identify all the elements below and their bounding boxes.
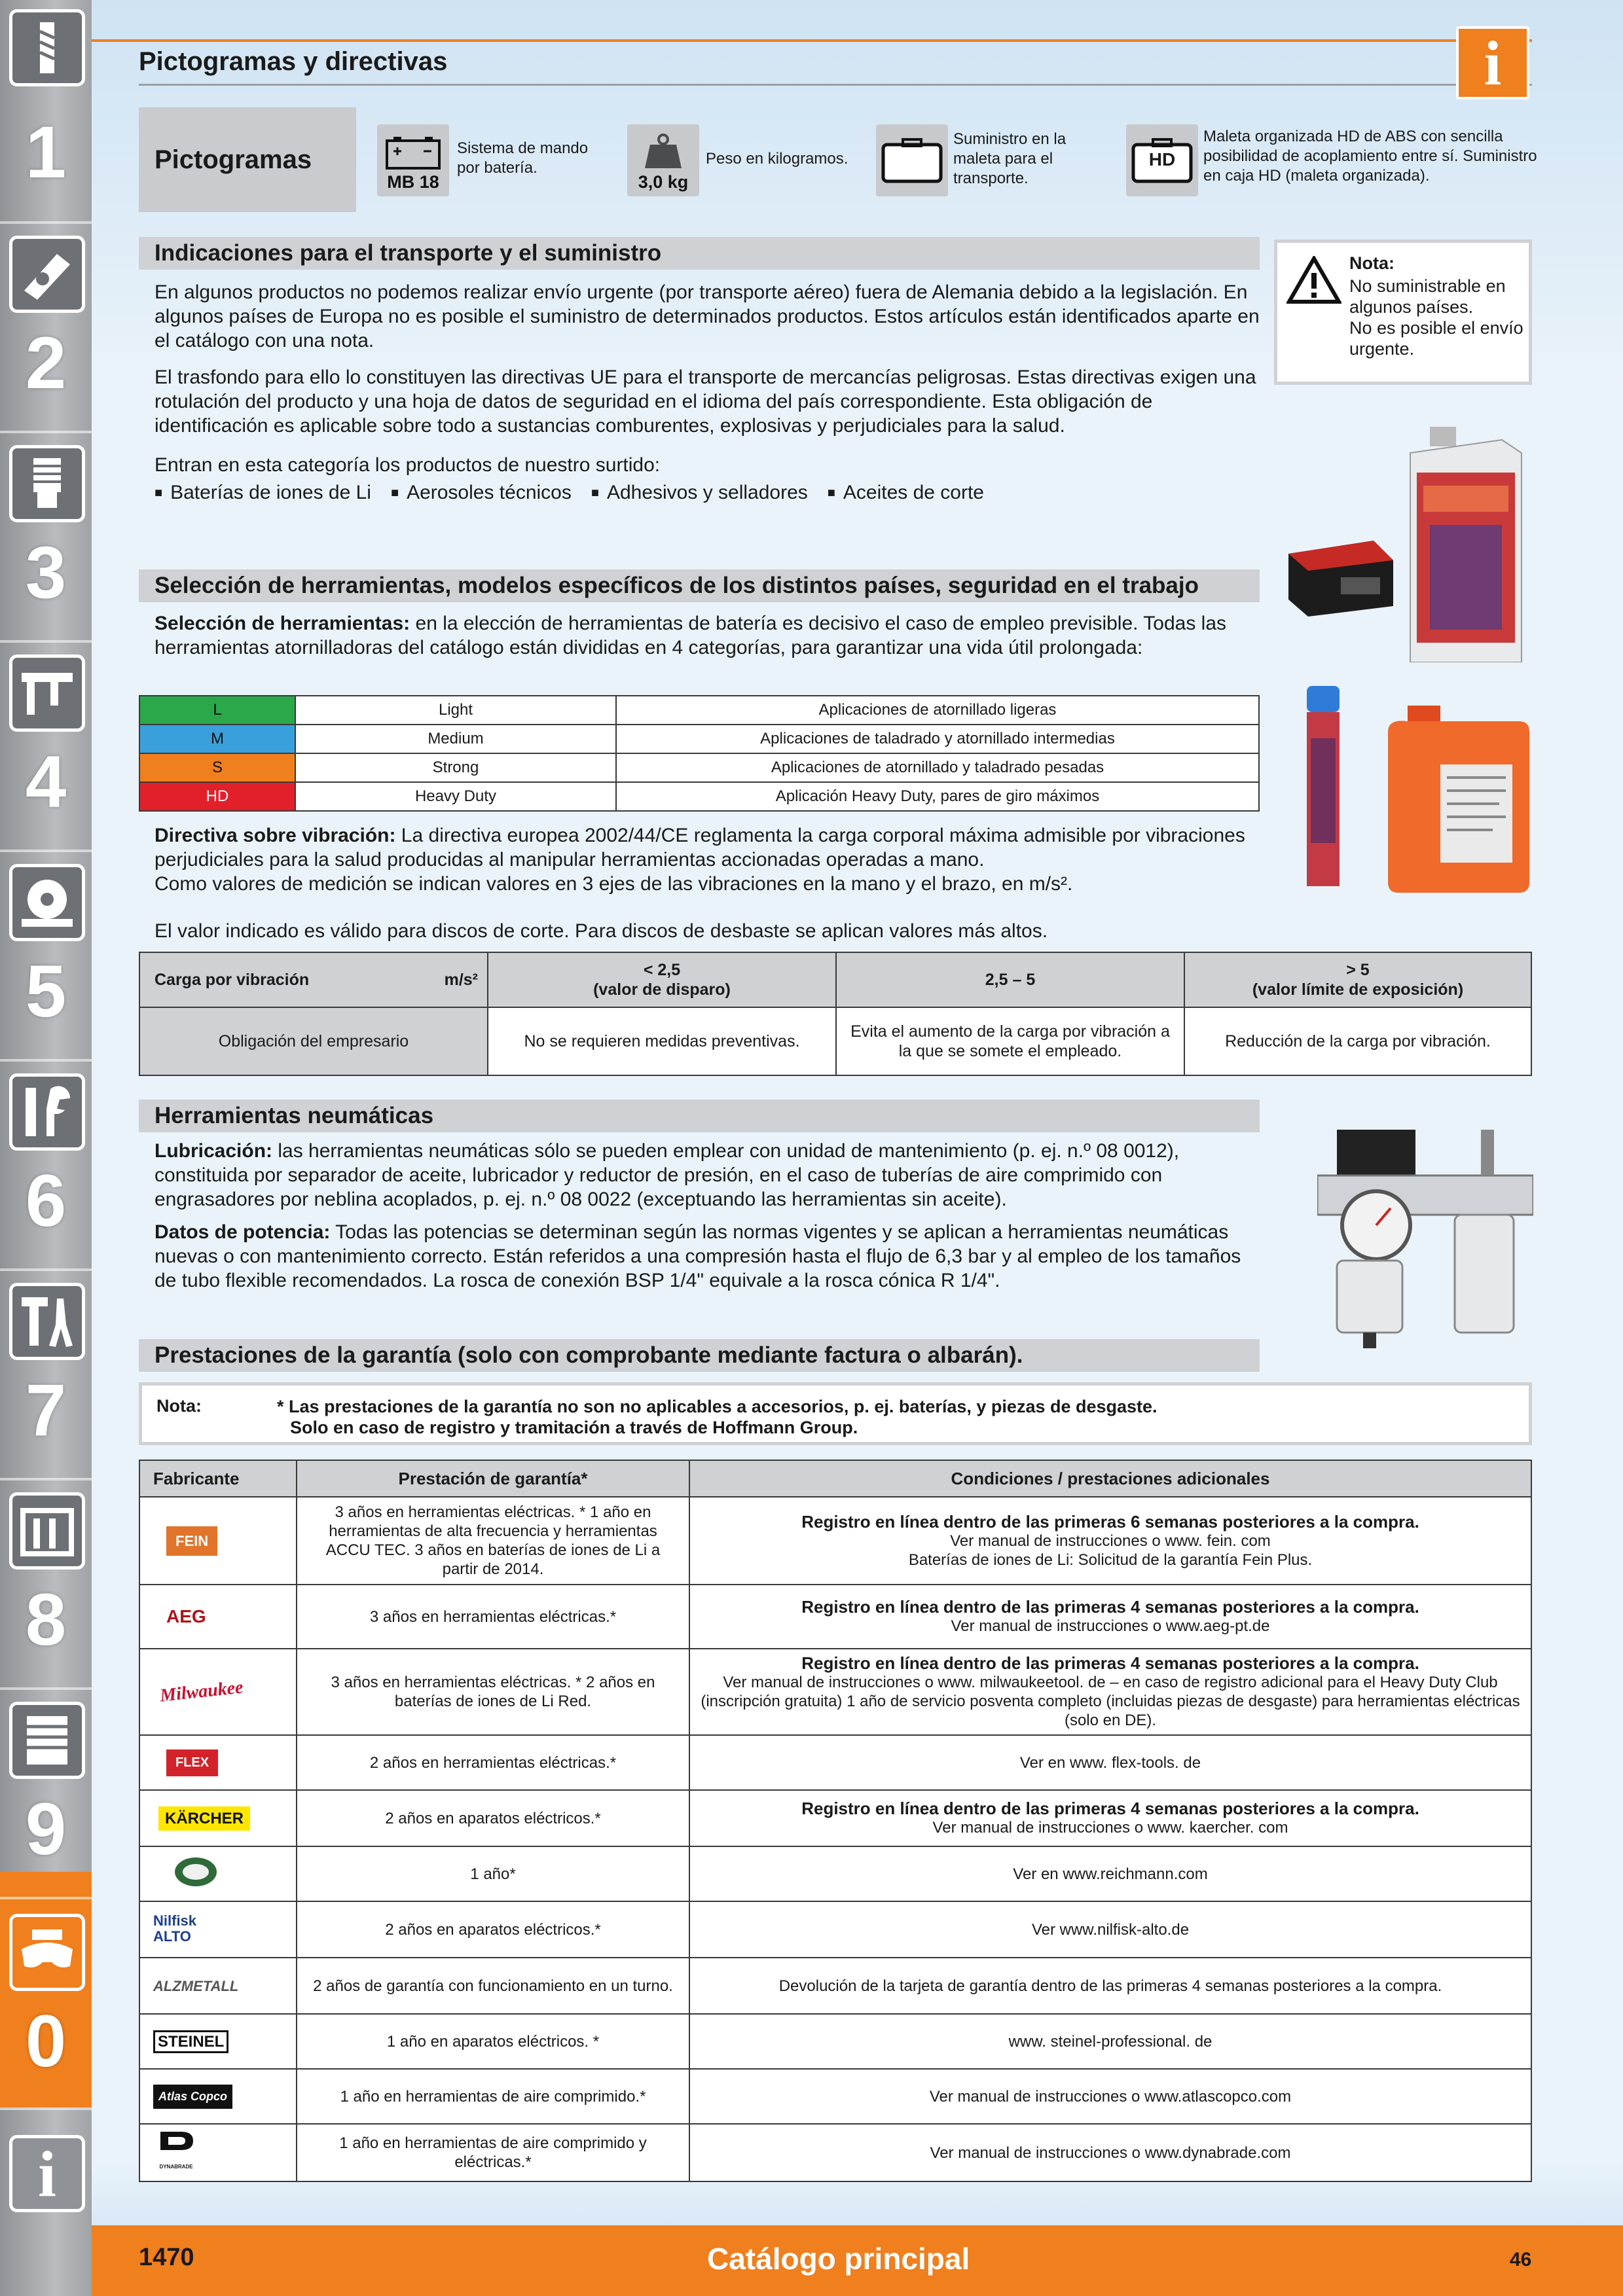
chapter-number-7[interactable]: 7 (25, 1369, 67, 1451)
transport-heading: Indicaciones para el transporte y el suministro (139, 237, 1260, 270)
tools-heading: Selección de herramientas, modelos específicos de los distintos países, seguridad en el trabajo (139, 569, 1260, 602)
table-row (139, 1497, 1531, 1585)
table-row (139, 1901, 1531, 1958)
conditions-cell: Ver www.nilfisk-alto.de (689, 1901, 1531, 1958)
pneumatic-heading: Herramientas neumáticas (139, 1100, 1260, 1132)
shipping-note-text: No suministrable en algunos países. No es posible el envío urgente. (1349, 276, 1523, 359)
warranty-cell: 1 año en aparatos eléctricos. * (297, 2014, 689, 2069)
chapter-4-caliper-icon[interactable] (9, 655, 85, 732)
warranty-note-label: Nota: (156, 1396, 202, 1416)
warning-triangle-icon (1286, 256, 1341, 304)
vibration-paragraph: Directiva sobre vibración: La directiva europea 2002/44/CE reglamenta la carga corporal máxima admisible por vibraciones perjudiciales para la salud producidas al manipular herramientas accionadas operadas a mano. (155, 825, 1245, 870)
conditions-cell: Ver manual de instrucciones o www.atlascopco.com (689, 2069, 1531, 2124)
chapter-info-icon[interactable]: i (9, 2135, 85, 2212)
warranty-cell: 2 años en aparatos eléctricos.* (297, 1790, 689, 1846)
vibration-table (139, 952, 1532, 1076)
vibration-col-mid: 2,5 – 5 (836, 952, 1184, 1007)
chapter-3-tool-holder-icon[interactable] (9, 445, 85, 522)
nilfisk-logo: Nilfisk ALTO (139, 1901, 297, 1958)
category-description: Aplicaciones de atornillado y taladrado pesadas (616, 753, 1259, 782)
measurement-paragraph: Como valores de medición se indican valores en 3 ejes de las vibraciones en la mano y el brazo, en m/s². (155, 873, 1073, 895)
category-code: HD (139, 782, 295, 811)
warranty-cell: 2 años en aparatos eléctricos.* (297, 1901, 689, 1958)
dynabrade-logo: DYNABRADE (139, 2124, 297, 2181)
vibration-cell: No se requieren medidas preventivas. (488, 1007, 836, 1075)
table-row (139, 696, 1259, 725)
chapter-1-drill-bit-icon[interactable] (9, 9, 85, 86)
category-name: Medium (295, 725, 616, 753)
hd-case-pictogram (1126, 124, 1198, 196)
karcher-logo: KÄRCHER (139, 1790, 297, 1846)
atlas-copco-logo: Atlas Copco (139, 2069, 297, 2124)
warranty-cell: 2 años de garantía con funcionamiento en un turno. (297, 1958, 689, 2014)
conditions-cell: Devolución de la tarjeta de garantía dentro de las primeras 4 semanas posteriores a la compra. (689, 1958, 1531, 2014)
table-row (139, 782, 1259, 811)
table-row (139, 2014, 1531, 2069)
chapter-number-3[interactable]: 3 (25, 531, 67, 613)
category-name: Heavy Duty (295, 782, 616, 811)
hd-case-pictogram-label: HD (1148, 149, 1176, 170)
transport-paragraph-2: El trasfondo para ello lo constituyen las directivas UE para el transporte de mercancías peligrosas. Estas directivas exigen una rotulación del producto y una hoja de datos de seguridad en el idioma del país correspondiente. Esta obligación de identificación es aplicable sobre todo a sustancias comburentes, explosivas y perjudiciales para la salud. (155, 367, 1256, 437)
category-name: Strong (295, 753, 616, 782)
page-title: Pictogramas y directivas (139, 47, 448, 76)
transport-paragraph-3: Entran en esta categoría los productos de nuestro surtido: (155, 454, 661, 476)
list-item: ■ Baterías de iones de Li (155, 482, 371, 504)
transport-bullet-list (155, 482, 984, 504)
reichmann-logo (139, 1846, 297, 1901)
chapter-number-2[interactable]: 2 (25, 322, 67, 404)
list-item: ■ Adhesivos y selladores (591, 482, 808, 504)
alzmetall-logo: ALZMETALL (139, 1958, 297, 2014)
conditions-cell: Ver en www.reichmann.com (689, 1846, 1531, 1901)
catalog-title: Catálogo principal (707, 2242, 970, 2276)
table-row (139, 753, 1259, 782)
list-item: ■ Aceites de corte (828, 482, 984, 504)
table-row (139, 1460, 1531, 1497)
vibration-cell: Reducción de la carga por vibración. (1184, 1007, 1531, 1075)
conditions-cell: Ver en www. flex-tools. de (689, 1735, 1531, 1790)
weight-pictogram (627, 124, 699, 196)
hd-case-pictogram-text: Maleta organizada HD de ABS con sencilla posibilidad de acoplamiento entre sí. Suministro en caja HD (maleta organizada). (1203, 128, 1537, 185)
chapter-number-9[interactable]: 9 (25, 1788, 67, 1870)
milwaukee-logo: Milwaukee (139, 1649, 297, 1735)
tool-categories-table (139, 695, 1260, 812)
category-description: Aplicaciones de atornillado ligeras (616, 696, 1259, 725)
conditions-cell: Registro en línea dentro de las primeras 4 semanas posteriores a la compra. Ver manual de instrucciones o www. milwaukeetool. de – en caso de registro adicional para el Heavy Duty Club (inscripción gratuita) 1 año de servicio posventa completo (incluidas piezas de desgaste) para herramientas eléctricas (solo en DE). (689, 1649, 1531, 1735)
weight-icon (642, 133, 684, 170)
oil-canister-image (1381, 706, 1532, 899)
chapter-sidebar (0, 0, 92, 2296)
transport-paragraph-1: En algunos productos no podemos realizar envío urgente (por transporte aéreo) fuera de Alemania debido a la legislación. En algunos países de Europa no es posible el suministro de determinados productos. Estos artículos están identificados aparte en el catálogo con una nota. (155, 281, 1260, 351)
tools-paragraph-1: Selección de herramientas: en la elección de herramientas de batería es decisivo el caso de empleo previsible. Todas las herramientas atornilladoras del catálogo están divididas en 4 categorías, para garantizar una vida útil prolongada: (155, 613, 1227, 658)
conditions-cell: Registro en línea dentro de las primeras 4 semanas posteriores a la compra. Ver manual de instrucciones o www. kaercher. com (689, 1790, 1531, 1846)
chapter-8-toolbox-icon[interactable] (9, 1492, 85, 1570)
shipping-note-box (1274, 240, 1532, 385)
category-code: L (139, 696, 295, 725)
case-icon (881, 137, 943, 184)
table-row (139, 2124, 1531, 2181)
chapter-5-saw-blade-icon[interactable] (9, 864, 85, 941)
chapter-number-6[interactable]: 6 (25, 1160, 67, 1242)
warranty-note-text: * Las prestaciones de la garantía no son no aplicables a accesorios, p. ej. baterías, y piezas de desgaste. Solo en caso de registro y tramitación a través de Hoffmann Group. (277, 1397, 1158, 1437)
table-row (139, 1846, 1531, 1901)
warranty-cell: 1 año en herramientas de aire comprimido.* (297, 2069, 689, 2124)
pictograms-title: Pictogramas (139, 107, 356, 212)
warranty-note-box (139, 1382, 1532, 1445)
category-name: Light (295, 696, 616, 725)
warranty-cell: 3 años en herramientas eléctricas. * 2 años en baterías de iones de Li Red. (297, 1649, 689, 1735)
shipping-note-title: Nota: (1349, 253, 1395, 273)
chapter-6-wrench-icon[interactable] (9, 1073, 85, 1151)
conditions-header: Condiciones / prestaciones adicionales (689, 1460, 1531, 1497)
glue-stick-image (1300, 686, 1346, 892)
vibration-cell: Evita el aumento de la carga por vibración a la que se somete el empleado. (836, 1007, 1184, 1075)
category-code: S (139, 753, 295, 782)
header-accent-line (92, 39, 1532, 42)
weight-pictogram-label: 3,0 kg (638, 172, 689, 192)
table-row (139, 1790, 1531, 1846)
vibration-col-high: > 5 (valor límite de exposición) (1184, 952, 1531, 1007)
battery-pictogram (377, 124, 449, 196)
warranty-table (139, 1460, 1532, 2182)
table-row (139, 725, 1259, 753)
warranty-header: Prestación de garantía* (297, 1460, 689, 1497)
chapter-number-4[interactable]: 4 (25, 741, 67, 823)
table-row (139, 1007, 1531, 1075)
chapter-2-cutter-icon[interactable] (9, 236, 85, 313)
manufacturer-header: Fabricante (139, 1460, 297, 1497)
aeg-logo: AEG (139, 1585, 297, 1649)
power-data-paragraph: Datos de potencia: Todas las potencias se determinan según las normas vigentes y se aplican a herramientas neumáticas nuevas o con mantenimiento correcto. Están referidos a una compresión hasta el flujo de 6,3 bar y al empleo de los tamaños de tubo flexible recomendados. La rosca de conexión BSP 1/4" equivale a la rosca cónica R 1/4". (155, 1221, 1241, 1291)
category-description: Aplicación Heavy Duty, pares de giro máximos (616, 782, 1259, 811)
chapter-number-1[interactable]: 1 (25, 111, 67, 193)
chapter-0-safety-goggles-icon[interactable] (9, 1914, 85, 1991)
steinel-logo: STEINEL (139, 2014, 297, 2069)
battery-pictogram-label: MB 18 (387, 172, 439, 192)
conditions-cell: Registro en línea dentro de las primeras 4 semanas posteriores a la compra. Ver manual de instrucciones o www.aeg-pt.de (689, 1585, 1531, 1649)
conditions-cell: www. steinel-professional. de (689, 2014, 1531, 2069)
warranty-cell: 1 año en herramientas de aire comprimido y eléctricas.* (297, 2124, 689, 2181)
case-pictogram-text: Suministro en la maleta para el transporte. (953, 130, 1067, 187)
chapter-number-0[interactable]: 0 (25, 2000, 67, 2082)
chapter-number-8[interactable]: 8 (25, 1579, 67, 1660)
category-code: M (139, 725, 295, 753)
disc-value-paragraph: El valor indicado es válido para discos de corte. Para discos de desbaste se aplican valores más altos. (155, 920, 1048, 942)
warranty-cell: 3 años en herramientas eléctricas. * 1 año en herramientas de alta frecuencia y herramientas ACCU TEC. 3 años en baterías de iones de Li a partir de 2014. (297, 1497, 689, 1585)
battery-pictogram-text: Sistema de mando por batería. (457, 139, 589, 177)
chapter-9-cabinet-icon[interactable] (9, 1702, 85, 1779)
table-row (139, 1649, 1531, 1735)
table-row (139, 2069, 1531, 2124)
fein-logo: FEIN (139, 1497, 297, 1585)
battery-pack-image (1282, 534, 1400, 622)
maintenance-unit-image (1317, 1117, 1533, 1355)
warranty-cell: 3 años en herramientas eléctricas.* (297, 1585, 689, 1649)
week-number: 46 (1510, 2249, 1532, 2270)
battery-icon (386, 135, 441, 170)
flex-logo: FLEX (139, 1735, 297, 1790)
table-row (139, 1585, 1531, 1649)
page-number: 1470 (139, 2244, 194, 2271)
list-item: ■ Aerosoles técnicos (391, 482, 572, 504)
spray-can-image (1404, 427, 1528, 666)
chapter-number-5[interactable]: 5 (25, 950, 67, 1032)
conditions-cell: Registro en línea dentro de las primeras 6 semanas posteriores a la compra. Ver manual de instrucciones o www. fein. com Baterías de iones de Li: Solicitud de la garantía Fein Plus. (689, 1497, 1531, 1585)
table-row (139, 952, 1531, 1007)
conditions-cell: Ver manual de instrucciones o www.dynabrade.com (689, 2124, 1531, 2181)
case-pictogram (876, 124, 948, 196)
vibration-col-low: < 2,5 (valor de disparo) (488, 952, 836, 1007)
info-icon: i (1456, 26, 1529, 99)
warranty-cell: 1 año* (297, 1846, 689, 1901)
vibration-label-cell: Carga por vibración m/s² (139, 952, 488, 1007)
warranty-heading: Prestaciones de la garantía (solo con comprobante mediante factura o albarán). (139, 1339, 1260, 1372)
weight-pictogram-text: Peso en kilogramos. (706, 150, 848, 168)
lubrication-paragraph: Lubricación: las herramientas neumáticas sólo se pueden emplear con unidad de mantenimiento (p. ej. n.º 08 0012), constituida por separador de aceite, lubricador y reductor de presión, en el caso de tuberías de aire comprimido con engrasadores por neblina acoplados, p. ej. n.º 08 0022 (exceptuando las herramientas sin aceite). (155, 1140, 1180, 1210)
warranty-cell: 2 años en herramientas eléctricas.* (297, 1735, 689, 1790)
chapter-7-pliers-icon[interactable] (9, 1283, 85, 1360)
vibration-row-label: Obligación del empresario (139, 1007, 488, 1075)
table-row (139, 1735, 1531, 1790)
header-divider (139, 84, 1532, 86)
table-row (139, 1958, 1531, 2014)
category-description: Aplicaciones de taladrado y atornillado intermedias (616, 725, 1259, 753)
